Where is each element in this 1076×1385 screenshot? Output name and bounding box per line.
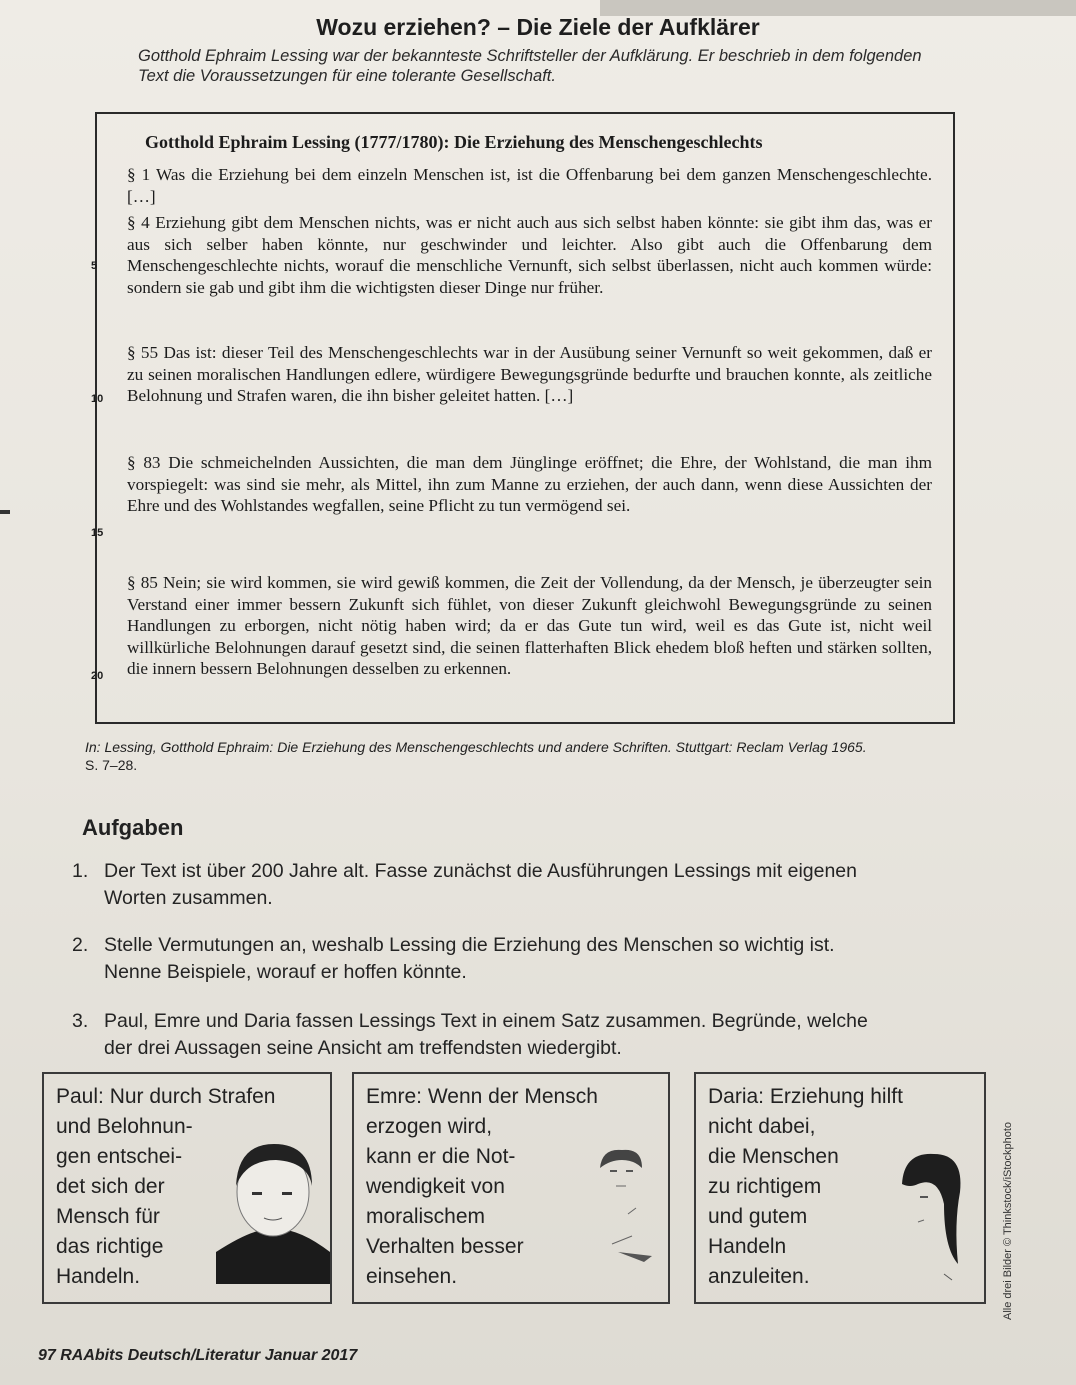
task-number: 1. [72,860,89,882]
source-citation [85,738,965,774]
card-daria-text: Daria: Erziehung hilft nicht dabei, die Menschen zu richtigem und gutem Handeln anzuleiten. [708,1085,903,1288]
page-title: Wozu erziehen? – Die Ziele der Aufklärer [316,14,760,40]
task-number: 3. [72,1010,89,1032]
task-line: Stelle Vermutungen an, weshalb Lessing die Erziehung des Menschen so wichtig ist. [104,934,835,956]
task-line: Paul, Emre und Daria fassen Lessings Text in einem Satz zusammen. Begründe, welche [104,1010,868,1032]
citation-text: In: Lessing, Gotthold Ephraim: Die Erziehung des Menschengeschlechts und andere Schriften. Stuttgart: Reclam Verlag 1965. [85,739,867,755]
task-line: Nenne Beispiele, worauf er hoffen könnte. [104,961,467,983]
image-credit-text: Alle drei Bilder © Thinkstock/iStockphoto [1002,1121,1014,1320]
daria-portrait-image [874,1144,974,1294]
paragraph-4 [91,212,932,298]
paragraph-85-text: § 85 Nein; sie wird kommen, sie wird gewiß kommen, die Zeit der Vollendung, da der Mensch, je überzeugter sein Verstand einer immer bessern Zukunft sich fühlet, von dieser Zukunft gleichwohl Bewegungsgründe zu seinen Handlungen zu erborgen, nicht nötig haben wird; da er das Gute tun wird, weil es das Gute ist, nicht weil willkürliche Belohnungen darauf gesetzt sind, die seinen flatterhaften Blick ehedem bloß heften und stärken sollten, die innern bessern Belohnungen desselben zu erkennen. [127,573,932,679]
card-emre [352,1072,670,1304]
paragraph-83-text: § 83 Die schmeichelnden Aussichten, die man dem Jünglinge eröffnet; die Ehre, der Wohlstand, die man ihm vorspiegelt: was sind sie mehr, als Mittel, ihn zum Manne zu erziehen, der auch dann, wenn diese Aussichten der Ehre und des Wohlstandes wegfallen, seine Pflicht zu tun vermögend sei. [127,453,932,516]
task-line: Der Text ist über 200 Jahre alt. Fasse zunächst die Ausführungen Lessings mit eigenen [104,860,857,882]
card-paul-text: Paul: Nur durch Strafen und Belohnun- gen entschei- det sich der Mensch für das richtige Handeln. [56,1085,276,1288]
task-number: 2. [72,934,89,956]
paul-portrait-image [216,1134,330,1284]
task-line: der drei Aussagen seine Ansicht am treffendsten wiedergibt. [104,1037,622,1059]
line-number: 10 [91,393,104,405]
task-2 [72,932,972,986]
task-line: Worten zusammen. [104,887,273,909]
task-1 [72,858,972,912]
paragraph-55 [91,342,932,407]
intro-text: Gotthold Ephraim Lessing war der bekannteste Schriftsteller der Aufklärung. Er beschrieb in dem folgenden Text die Voraussetzungen für eine tolerante Gesellschaft. [138,47,922,85]
paragraph-83 [91,452,932,539]
task-3 [72,1008,972,1062]
line-number: 15 [91,527,104,539]
citation-pages: S. 7–28. [85,757,138,773]
card-daria [694,1072,986,1304]
paragraph-4-text: § 4 Erziehung gibt dem Menschen nichts, was er nicht auch aus sich selbst haben könnte: sie gibt ihm das, was er aus sich selber haben könnte, nur geschwinder und leichter. Also gibt auch die Offenbarung dem Menschengeschlechte nichts, worauf die menschliche Vernunft, sich selbst überlassen, nicht auch kommen würde: sondern sie gab und gibt ihm die wichtigsten dieser Dinge nur früher. [127,213,932,297]
line-number: 5 [91,260,98,272]
emre-portrait-image [582,1134,666,1294]
paragraph-1: § 1 Was die Erziehung bei dem einzeln Menschen ist, ist die Offenbarung bei dem ganzen Menschengeschlechte. […] [127,165,932,206]
paragraph-85 [91,572,932,682]
source-text-heading: Gotthold Ephraim Lessing (1777/1780): Die Erziehung des Menschengeschlechts [145,132,763,152]
source-text-box [91,112,955,724]
card-paul [42,1072,332,1304]
paragraph-55-text: § 55 Das ist: dieser Teil des Menschengeschlechts war in der Ausübung seiner Vernunft so weit gekommen, daß er zu seinen moralischen Handlungen edlere, würdigere Bewegungsgründe bedurfte und brauchen konnte, als zeitliche Belohnung und Strafen waren, die ihn bisher geleitet hatten. […] [127,343,932,406]
tasks-heading: Aufgaben [82,815,184,840]
page-footer: 97 RAAbits Deutsch/Literatur Januar 2017 [38,1347,358,1364]
image-credit [990,1070,1018,1320]
margin-mark [0,510,10,514]
card-emre-text: Emre: Wenn der Mensch erzogen wird, kann er die Not- wendigkeit von moralischem Verhalten besser einsehen. [366,1085,598,1288]
line-number: 20 [91,670,104,682]
